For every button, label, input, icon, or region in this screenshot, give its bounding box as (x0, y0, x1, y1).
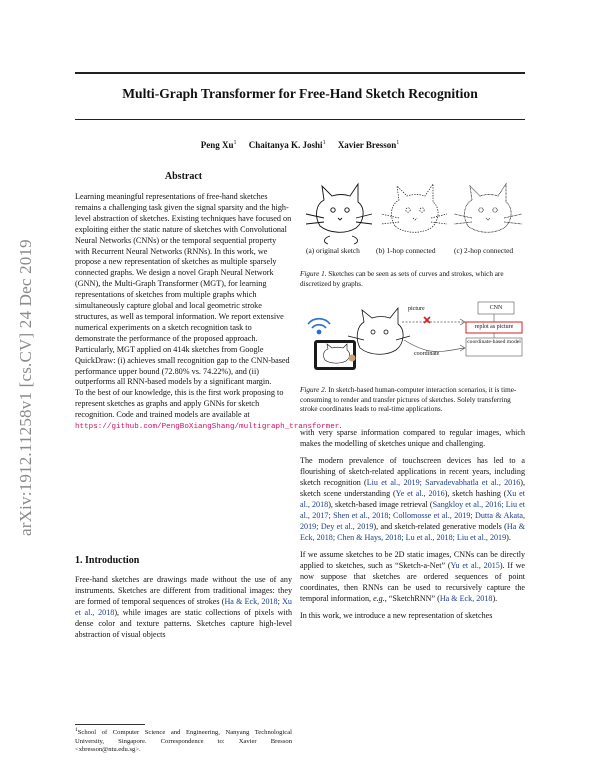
central-cat-sketch (348, 308, 410, 354)
author-2: Chaitanya K. Joshi$^1$ (248, 140, 326, 150)
figure2-label-coordinate-model: coordinate-based model (467, 339, 521, 345)
figure2-label-picture: picture (408, 306, 425, 312)
code-link[interactable]: https://github.com/PengBoXiangShang/multigraph_transformer (75, 423, 340, 432)
citation-link[interactable]: Ha & Eck, 2018; Chen & Hays, 2018; Lu et al., 2018; Liu et al., 2019 (300, 522, 525, 542)
figure1-sketches (300, 176, 525, 246)
citation-link[interactable]: Xu et al., 2018 (75, 597, 292, 617)
figure2-label-coordinate: coordinate (414, 351, 440, 357)
paper-title: Multi-Graph Transformer for Free-Hand Sketch Recognition (122, 86, 478, 101)
paragraph-1: with very sparse information compared to regular images, which makes the modelling of sketches unique and challenging. (300, 428, 525, 448)
cat-sketch-original (306, 184, 372, 244)
footnote: $^1$School of Computer Science and Engineering, Nanyang Technological University, Singapore. Correspondence to: Xavier Bresson <xbresson@ntu.edu.sg>. (75, 727, 292, 754)
wifi-icon (308, 319, 330, 334)
author-3: Xavier Bresson$^1$ (337, 140, 400, 150)
abstract-closing: To the best of our knowledge, this is the first work proposing to represent sketches as graphs and apply GNNs for sketch recognition. Code and trained models are available at https://github.com/PengBoXiangShang/multigraph_transformer. (75, 388, 342, 432)
figure1-label-c: (c) 2-hop connected (454, 246, 514, 255)
abstract-heading: Abstract (164, 171, 203, 182)
arxiv-identifier: arXiv:1912.11258v1 [cs.CV] 24 Dec 2019 (16, 239, 35, 537)
abstract-paragraph: Learning meaningful representations of free-hand sketches remains a challenging task given the signal sparsity and the high-level abstraction of sketches. Existing techniques have focused on exploiting either the static nature of sketches with Convolutional Neural Networks (CNNs) or the temporal sequential property with Recurrent Neural Networks (RNNs). In this work, we propose a new representation of sketches as multiple sparsely connected graphs. We design a novel Graph Neural Network (GNN), the Multi-Graph Transformer (MGT), for learning representations of sketches from multiple graphs which simultaneously capture global and local geometric stroke structures, as well as temporal information. We report extensive numerical experiments on a sketch recognition task to demonstrate the performance of the proposed approach. Particularly, MGT applied on 414k sketches from Google QuickDraw: (i) achieves small recognition gap to the CNN-based performance upper bound (72.80% vs. 74.22%), and (ii) outperforms all RNN-based models by a significant margin. (75, 192, 292, 387)
paragraph-2: The modern prevalence of touchscreen devices has led to a flourishing of sketch-related applications in recent years, including sketch recognition (Liu et al., 2019; Sarvadevabhatla et al., 2016), sketch scene understanding (Ye et al., 2016), sketch hashing (Xu et al., 2018), sketch-based image retrieval (Sangkloy et al., 2016; Liu et al., 2017; Shen et al., 2018; Collomosse et al., 2019; Dutta & Akata, 2019; Dey et al., 2019), and sketch-related generative models (Ha & Eck, 2018; Chen & Hays, 2018; Lu et al., 2018; Liu et al., 2019). (300, 456, 526, 542)
paragraph-3: If we assume sketches to be 2D static images, CNNs can be directly applied to sketches, such as “Sketch-a-Net” (Yu et al., 2015). If we now suppose that sketches are ordered sequences of point coordinates, then RNNs can be used to recursively capture the temporal information, e.g., “SketchRNN” (Ha & Eck, 2018). (300, 550, 526, 603)
figure2-label-replot: replot as picture (474, 324, 514, 330)
citation-link[interactable]: Liu et al., 2019; Sarvadevabhatla et al., 2016 (366, 478, 521, 487)
footnote-rule (75, 724, 145, 725)
title-rule-top (75, 72, 525, 74)
tablet-icon (314, 340, 356, 370)
citation-link[interactable]: Ha & Eck, 2018 (224, 597, 278, 606)
figure2-caption: Figure 2. In sketch-based human-computer interaction scenarios, it is time-consuming to render and transfer pictures of sketches. Solely transferring stroke coordinates leads to real-time applications. (300, 386, 517, 414)
cat-sketch-2hop (454, 184, 522, 232)
figure1-label-b: (b) 1-hop connected (376, 246, 436, 255)
author-1: Peng Xu$^1$ (200, 140, 237, 150)
right-column-text (300, 427, 525, 627)
section-heading-introduction: 1. Introduction (75, 555, 140, 566)
citation-link[interactable]: Xu et al., 2018 (300, 489, 525, 509)
figure1-caption: Figure 1. Sketches can be seen as sets of curves and strokes, which are discretized by graphs. (300, 270, 504, 288)
citation-link[interactable]: Ha & Eck, 2018 (439, 594, 493, 603)
figure2-label-cnn: CNN (489, 305, 503, 311)
citation-link[interactable]: Sangkloy et al., 2016; Liu et al., 2017; Shen et al., 2018; Collomosse et al., 2019; Dutta & Akata, 2019; Dey et al., 2019 (300, 500, 525, 531)
figure1-label-a: (a) original sketch (306, 246, 360, 255)
introduction-paragraph: Free-hand sketches are drawings made without the use of any instruments. Sketches are different from traditional images: they are formed of temporal sequences of strokes (Ha & Eck, 2018; Xu et al., 2018), while images are static collections of pixels with dense color and texture patterns. Sketches capture high-level abstraction of visual objects (75, 575, 292, 639)
cat-sketch-1hop (381, 184, 447, 232)
paragraph-4: In this work, we introduce a new representation of sketches (300, 611, 493, 620)
citation-link[interactable]: Yu et al., 2015 (450, 561, 500, 570)
title-rule-bottom (75, 119, 525, 120)
author-list (75, 140, 525, 150)
citation-link[interactable]: Ye et al., 2016 (395, 489, 445, 498)
